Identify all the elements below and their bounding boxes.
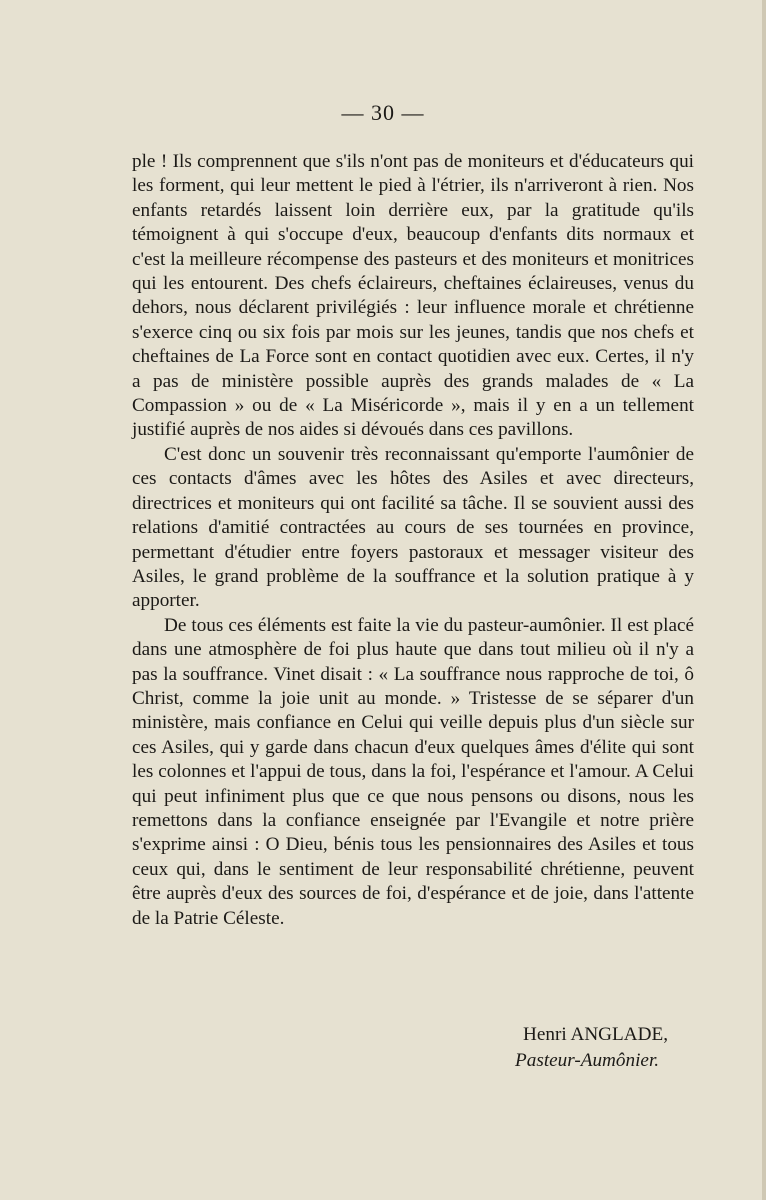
paragraph-1: ple ! Ils comprennent que s'ils n'ont pas de moniteurs et d'éducateurs qui les forment, qui leur mettent le pied à l'étrier, ils n'arriveront à rien. Nos enfants retardés laissent loin derrière eux, par la gratitude qu'ils témoignent à qui s'occupe d'eux, beaucoup d'enfants dits normaux et c'est la meilleure récompense des pasteurs et des moniteurs et monitrices qui les entourent. Des chefs éclaireurs, cheftaines éclaireuses, venus du dehors, nous déclarent privilégiés : leur influence morale et chrétienne s'exerce cinq ou six fois par mois sur les jeunes, tandis que nos chefs et cheftaines de La Force sont en contact quotidien avec eux. Certes, il n'y a pas de ministère possible auprès des grands malades de « La Compassion » ou de « La Miséricorde », mais il y en a un tellement justifié auprès de nos aides si dévoués dans ces pavillons.	[132, 151, 694, 441]
page-number: — 30 —	[341, 100, 425, 125]
body-text	[132, 150, 694, 931]
signature	[515, 1022, 668, 1074]
signature-title: Pasteur-Aumônier.	[515, 1050, 660, 1071]
paragraph-3: De tous ces éléments est faite la vie du pasteur-aumônier. Il est placé dans une atmosphère de foi plus haute que dans tout milieu où il n'y a pas la souffrance. Vinet disait : « La souffrance nous rapproche de toi, ô Christ, comme la joie unit au monde. » Tristesse de se séparer d'un ministère, mais confiance en Celui qui veille depuis plus d'un siècle sur ces Asiles, qui y garde dans chacun d'eux quelques âmes d'élite qui sont les colonnes et l'appui de tous, dans la foi, l'espérance et l'amour. A Celui qui peut infiniment plus que ce que nous pensons ou disons, nous les remettons dans la confiance enseignée par l'Evangile et notre prière s'exprime ainsi : O Dieu, bénis tous les pensionnaires des Asiles et tous ceux qui, dans le sentiment de leur responsabilité chrétienne, peuvent être auprès d'eux des sources de foi, d'espérance et de joie, dans l'attente de la Patrie Céleste.	[132, 614, 694, 929]
page-edge	[762, 0, 766, 1200]
signature-name: Henri ANGLADE,	[523, 1024, 668, 1045]
paragraph-2: C'est donc un souvenir très reconnaissant qu'emporte l'aumônier de ces contacts d'âmes avec les hôtes des Asiles et avec directeurs, directrices et moniteurs qui ont facilité sa tâche. Il se souvient aussi des relations d'amitié contractées au cours de ses tournées en province, permettant d'étudier entre foyers pastoraux et messager visiteur des Asiles, le grand problème de la souffrance et la solution pratique à y apporter.	[132, 443, 694, 612]
